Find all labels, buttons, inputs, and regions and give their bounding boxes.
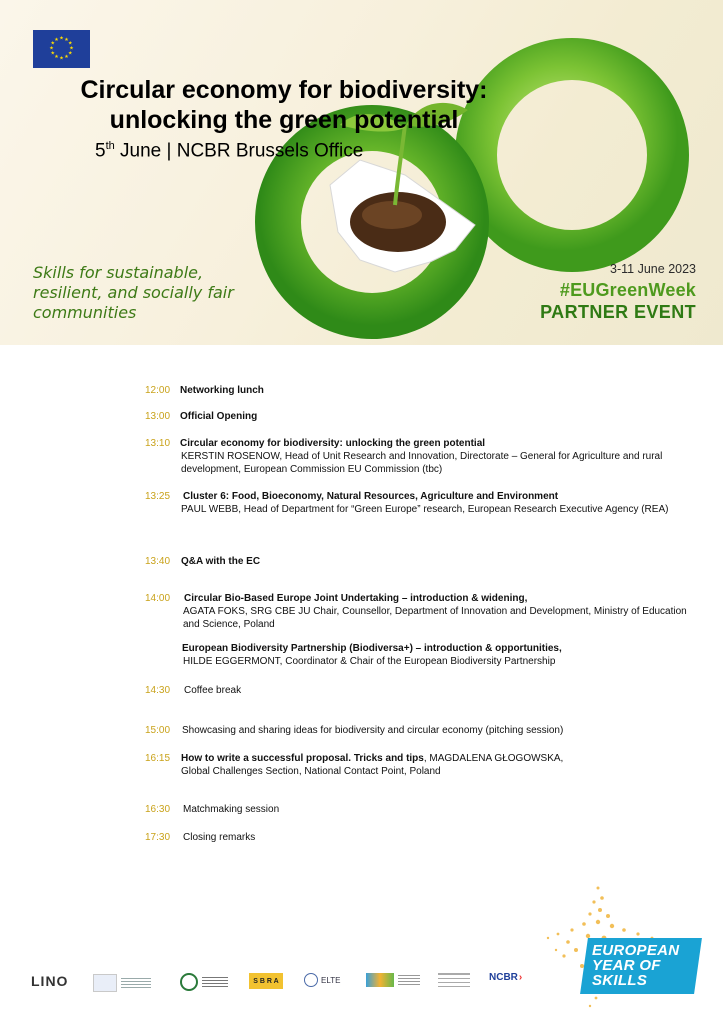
agenda-time: 13:00 [145, 411, 171, 422]
eu-flag-icon [33, 30, 90, 68]
agenda-sub-speaker: HILDE EGGERMONT, Coordinator & Chair of the European Biodiversity Partnership [183, 656, 556, 667]
agenda-title: Closing remarks [183, 832, 256, 843]
research-council-logo [180, 973, 228, 991]
subtitle-day: 5 [95, 140, 106, 162]
agenda-speaker: AGATA FOKS, SRG CBE JU Chair, Counsellor, Department of Innovation and Development, Ministry of Education and Science, Poland [183, 606, 687, 630]
agenda-title-speaker: , MAGDALENA GŁOGOWSKA, [423, 753, 564, 764]
agenda-time: 17:30 [145, 832, 171, 843]
agenda-time: 16:15 [145, 753, 171, 764]
agenda-time: 16:30 [145, 804, 171, 815]
svg-text:★: ★ [49, 45, 54, 52]
agenda-speaker: KERSTIN ROSENOW, Head of Unit Research and Innovation, Directorate – General for Agriculture and rural development, European Commission EU Commission (tbc) [181, 451, 663, 475]
agenda-speaker: PAUL WEBB, Head of Department for “Green Europe” research, European Research Executive Agency (REA) [181, 504, 669, 515]
partner-logo-5 [366, 973, 420, 987]
svg-text:★: ★ [64, 36, 69, 43]
agenda-title: Networking lunch [180, 385, 264, 396]
agenda-time: 14:30 [145, 685, 171, 696]
agenda-time: 15:00 [145, 725, 171, 736]
elte-text: ELTE [321, 975, 341, 985]
agenda-title: Official Opening [180, 411, 258, 422]
agenda-time: 13:10 [145, 438, 171, 449]
agenda-title: Coffee break [184, 685, 242, 696]
svg-text:★: ★ [69, 45, 74, 52]
agenda-title [181, 752, 563, 765]
svg-text:★: ★ [54, 54, 59, 61]
skills-tagline: Skills for sustainable, resilient, and socially fair communities [33, 263, 234, 322]
elte-logo [304, 973, 340, 987]
sbra-logo [249, 973, 283, 989]
eys-line-2: YEAR OF [592, 957, 661, 974]
agenda-time: 13:40 [145, 556, 171, 567]
svg-text:★: ★ [67, 50, 73, 57]
agenda-title: Q&A with the EC [181, 556, 261, 567]
eys-line-1: EUROPEAN [592, 942, 680, 959]
agenda-title: Showcasing and sharing ideas for biodiversity and circular economy (pitching session) [182, 725, 564, 736]
partner-event-label: PARTNER EVENT [540, 302, 696, 322]
svg-text:★: ★ [67, 40, 73, 47]
partner-logo-6 [438, 973, 470, 987]
agenda-speaker: Global Challenges Section, National Contact Point, Poland [181, 766, 441, 777]
partner-logo-1 [93, 974, 151, 992]
agenda-title: Circular Bio-Based Europe Joint Undertaking – introduction & widening, [184, 593, 528, 604]
agenda-title: Cluster 6: Food, Bioeconomy, Natural Resources, Agriculture and Environment [183, 491, 559, 502]
svg-text:★: ★ [50, 50, 56, 57]
event-date-location [95, 140, 363, 162]
svg-text:★: ★ [59, 35, 64, 42]
title-line-2: unlocking the green potential [109, 106, 459, 134]
agenda-title: Circular economy for biodiversity: unlocking the green potential [180, 438, 486, 449]
european-year-of-skills-logo [592, 943, 679, 988]
subtitle-rest: June | NCBR Brussels Office [114, 140, 364, 162]
agenda-time: 12:00 [145, 385, 171, 396]
event-title [24, 75, 544, 135]
subtitle-sup: th [105, 140, 115, 152]
svg-text:★: ★ [64, 54, 69, 61]
agenda-time: 14:00 [145, 593, 171, 604]
agenda-time: 13:25 [145, 491, 171, 502]
ncbr-text: NCBR [489, 972, 518, 983]
eys-line-3: SKILLS [592, 972, 648, 989]
green-week-dates: 3-11 June 2023 [610, 262, 696, 276]
svg-text:★: ★ [50, 40, 56, 47]
agenda-title: Matchmaking session [183, 804, 280, 815]
agenda-title-bold: How to write a successful proposal. Tricks and tips [181, 753, 424, 764]
ncbr-logo: NCBR › [489, 972, 523, 983]
green-week-hashtag: #EUGreenWeek [559, 280, 696, 300]
partner-logos-footer [0, 880, 723, 1024]
sbra-text: S B R A [249, 973, 283, 989]
event-banner [0, 0, 723, 345]
title-line-1: Circular economy for biodiversity: [80, 76, 488, 104]
svg-text:★: ★ [54, 36, 59, 43]
agenda-subtitle: European Biodiversity Partnership (Biodiversa+) – introduction & opportunities, [182, 643, 562, 654]
svg-text:★: ★ [59, 55, 64, 62]
lino-logo: LINO [31, 973, 69, 989]
